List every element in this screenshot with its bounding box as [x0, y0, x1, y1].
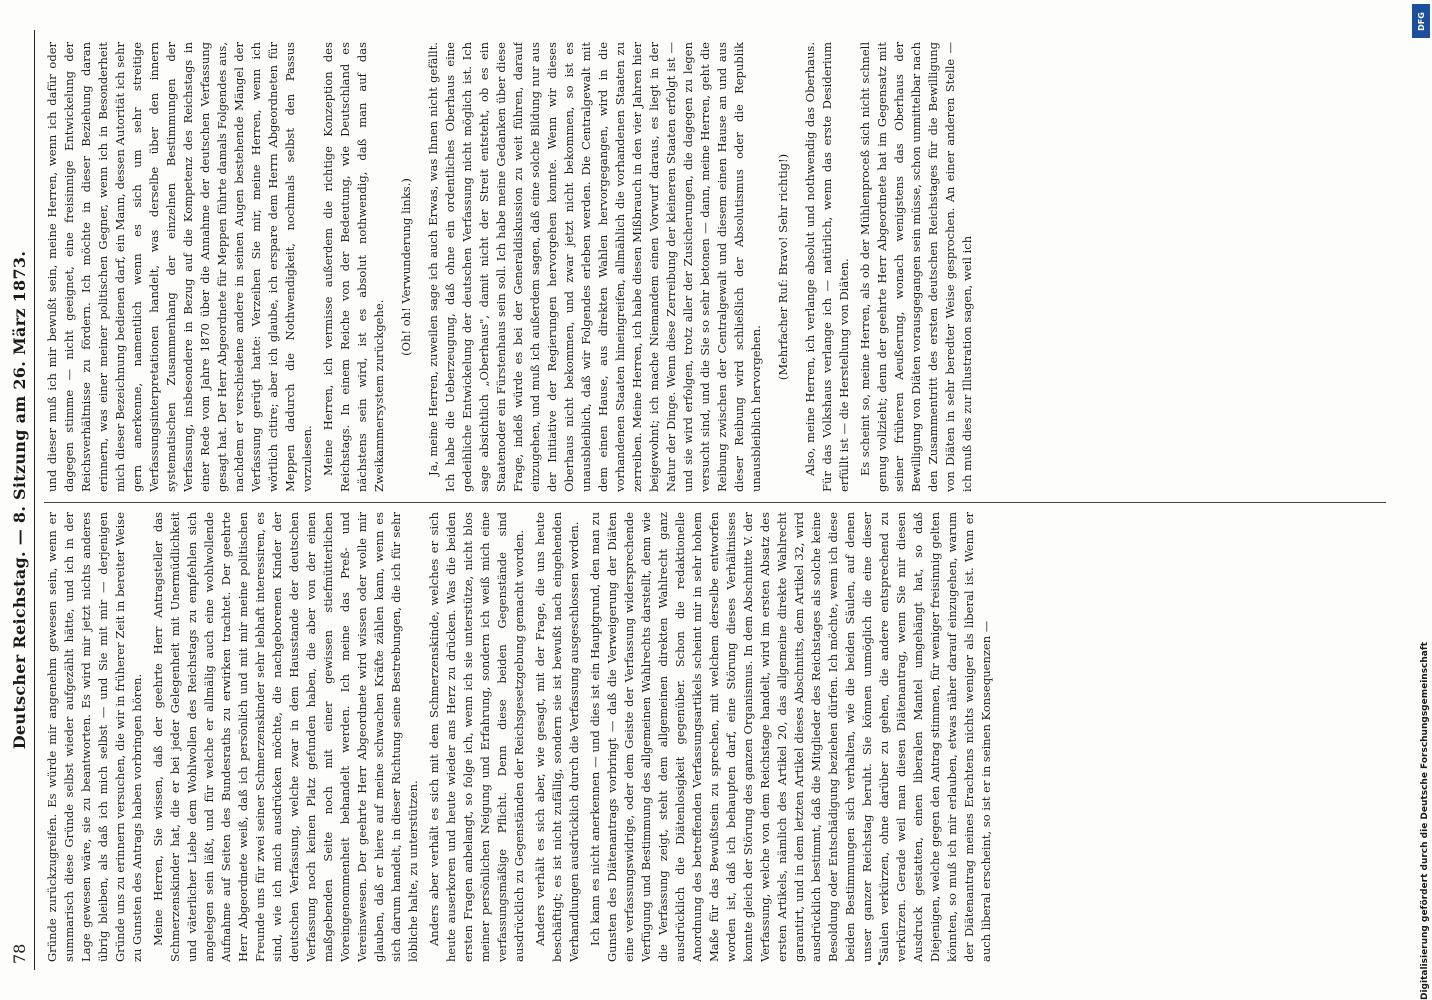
credit-text: Digitalisierung gefördert durch die Deutsche Forschungsgemeinschaft: [1420, 641, 1430, 1000]
page-number: 78: [10, 943, 29, 964]
paragraph: Anders aber verhält es sich mit dem Schmerzenskinde, welches er sich heute auserkoren und heute wieder ans Herz zu drücken. Was die beiden ersten Fragen anbelangt, so folge ich, wenn ich sie unterstütze, nicht blos meiner persönlichen Neigung und Erfahrung, sondern ich weiß mich eine verfassungsmäßige Pflicht. Denn diese beiden Gegenstände sind ausdrücklich zu Gegenständen der Reichsgesetzgebung gemacht worden.: [427, 512, 526, 962]
paragraph: Ich kann es nicht anerkennen — und dies ist ein Hauptgrund, den man zu Gunsten des Diätenantrags vorbringt — daß die Verweigerung der Diäten eine verfassungswidrige, oder dem Geiste der Verfassung widersprechende Verfügung und Bestimmung des allgemeinen Wahlrechts darstellt, denn wie die Verfassung zeigt, steht dem allgemeinen direkten Wahlrecht ganz ausdrücklich die Diätenlosigkeit gegenüber. Schon die redaktionelle Anordnung des betreffenden Verfassungsartikels scheint mir in sehr hohem Maße für das Bewußtsein zu sprechen, mit welchem derselbe entworfen worden ist, daß ich behaupten darf, eine Störung dieses Verhältnisses konnte gleich der Störung des ganzen Organismus. In dem Abschnitte V. der Verfassung, welche von dem Reichstage handelt, wird im ersten Absatz des ersten Artikels, nämlich des Artikel 20, das allgemeine direkte Wahlrecht garantirt, und in dem letzten Artikel dieses Abschnitts, dem Artikel 32, wird ausdrücklich bestimmt, daß die Mitglieder des Reichstages als solche keine Besoldung oder Entschädigung beziehen dürfen. Ich möchte, wenn ich diese beiden Bestimmungen sich verhalten, wie die beiden Säulen, auf denen unser ganzer Reichstag beruht. Sie können unmöglich die eine dieser Säulen verkürzen, ohne darüber zu gehen, die andere entsprechend zu verkürzen. Gerade weil man diesen Diätenantrag, wenn Sie mir diesen Ausdruck gestatten, einen liberalen Mantel umgehängt hat, so daß Diejenigen, welche gegen den Antrag stimmen, für weniger freisinnig gelten könnten, so muß ich mir erlauben, etwas näher darauf einzugehen, warum der Diätenantrag meines Erachtens nichts weniger als liberal ist. Wenn er auch liberal erscheint, so ist er in seinen Konsequenzen —: [588, 512, 993, 962]
paragraph: Es scheint so, meine Herren, als ob der Mühlenproceß sich nicht schnell genug vollzieht; denn der geehrte Herr Abgeordnete hat im Gegensatz mit seiner früheren Aeußerung, wonach wenigstens das Oberhaus der Bewilligung von Diäten vorausgegangen sein müsse, schon unmittelbar nach den Zusammentritt des ersten deutschen Reichstages für die Bewilligung von Diäten in sehr beredter Weise gesprochen. An einer anderen Stelle — ich muß dies zur Illustration sagen, weil ich: [858, 42, 974, 492]
right-column: [44, 42, 1386, 492]
interjection: (Oh! oh! Verwunderung links.): [399, 178, 413, 356]
left-column: [44, 512, 1386, 962]
paragraph: Meine Herren, ich vermisse außerdem die richtige Konzeption des Reichstags. In einem Reiche von der Bedeutung, wie Deutschland es nächstens sein wird, ist es absolut nothwendig, daß man auf das Zweikammersystem zurückgehe.: [321, 42, 386, 492]
paragraph: Gründe zurückzugreifen. Es würde mir angenehm gewesen sein, wenn er summarisch diese Gründe selbst wieder aufgezählt hätte, und ich in der Lage gewesen wäre, sie zu beantworten. Es wird mir jetzt nichts anderes übrig bleiben, als daß ich mich selbst — und Sie mit mir — derjenigen Gründe uns zu erinnern versuchen, die wir in früherer Zeit in bereiter Weise zu Gunsten des Antrags haben vorbringen hören.: [45, 512, 144, 962]
paragraph: Meine Herren, Sie wissen, daß der geehrte Herr Antragsteller das Schmerzenskinder hat, die er bei jeder Gelegenheit mit Unermüdlichkeit und väterlicher Liebe dem Wohlwollen des Reichstags zu empfehlen sich angelegen sein läßt, und für welche er allmälig auch eine wohlwollende Aufnahme auf Seiten des Bundesraths zu erwirken trachtet. Der geehrte Herr Abgeordnete weiß, daß ich persönlich und mit mir meine politischen Freunde uns für zwei seiner Schmerzenskinder sehr lebhaft interessiren, es sind, wie ich mich ausdrücken möchte, die nachgeborenen Kinder der deutschen Verfassung, welche zwar in dem Hausstande der deutschen Verfassung noch keinen Platz gefunden haben, die aber von der einen maßgebenden Seite noch mit einer gewissen stiefmütterlichen Voreingenommenheit behandelt werden. Ich meine das Preß- und Vereinswesen. Der geehrte Herr Abgeordnete wird wissen oder wolle mir glauben, daß er hiere auf meine schwachen Kräfte zählen kann, wenn es sich darum handelt, in dieser Richtung seine Bestrebungen, die ich für sehr löbliche halte, zu unterstützen.: [151, 512, 420, 962]
page-header: [8, 30, 35, 970]
scan-speck: [878, 962, 881, 965]
digitization-credit: [1418, 40, 1432, 1000]
paragraph: Also, meine Herren, ich verlange absolut und nothwendig das Oberhaus. Für das Volkshaus verlange ich — natürlich, wenn das erste Desiderium erfüllt ist — die Herstellung von Diäten.: [803, 42, 851, 492]
paragraph: Ja, meine Herren, zuweilen sage ich auch Erwas, was Ihnen nicht gefällt. Ich habe die Ueberzeugung, daß ohne ein ordentliches Oberhaus eine gedeihliche Entwickelung der deutschen Verfassung nicht möglich ist. Ich sage absichtlich „Oberhaus", damit nicht der Streit entsteht, ob es ein Staatenoder ein Fürstenhaus sein soll. Ich habe meine Gedanken über diese Frage, indeß würde es bei der Generaldiskussion zu weit führen, darauf einzugehen, und muß ich außerdem sagen, daß eine solche Bildung nur aus der Initiative der Regierungen hervorgehen konnte. Wenn wir dieses Oberhaus nicht bekommen, und zwar jetzt nicht bekommen, so ist es unausbleiblich, daß wir Folgendes erleben werden. Die Centralgewalt mit dem einen Hause, aus direkten Wahlen hervorgegangen, wird in die vorhandenen Staaten hineingreifen, allmählich die vorhandenen Staaten zu zerreiben. Meine Herren, ich habe diesen Mißbrauch in den vier Jahren hier beigewohnt; ich mache Niemandem einen Vorwurf daraus, es liegt in der Natur der Dinge. Wenn diese Zerreibung der kleineren Staaten erfolgt ist — und sie wird erfolgen, trotz aller der Zusicherungen, die dagegen zu legen versucht sind, und die Sie so sehr betonen — dann, meine Herren, geht die Reibung zwischen der Centralgewalt und diesem einen Hause an und aus dieser Reibung wird schließlich der Absolutismus oder die Republik unausbleiblich hervorgehen.: [426, 42, 763, 492]
page-title: Deutscher Reichstag. — 8. Sitzung am 26. März 1873.: [10, 250, 29, 750]
dfg-logo: DFG: [1412, 4, 1430, 38]
interjection: (Mehrfacher Ruf: Bravo! Sehr richtig!): [776, 153, 790, 381]
paragraph: und dieser muß ich mir bewußt sein, meine Herren, wenn ich dafür oder dagegen stimme — nicht geeignet, eine freisinnige Entwickelung der Reichsverhältnisse zu fördern. Ich möchte in dieser Beziehung daran erinnern, was einer meiner politischen Gegner, wenn ich in Besonderheit mich dieser Bezeichnung bedienen darf, ein Mann, dessen Autorität ich sehr gern anerkenne, namentlich wenn es sich um sehr streitige Verfassungsinterpretationen handelt, was derselbe über den innern systematischen Zusammenhang der einzelnen Bestimmungen der Verfassung, insbesondere in Bezug auf die Kompetenz des Reichstags in einer Rede vom Jahre 1870 über die Annahme der deutschen Verfassung gesagt hat. Der Herr Abgeordnete für Meppen führte damals Folgendes aus, nachdem er verschiedene andere in seinen Augen bestehende Mängel der Verfassung gerügt hatte: Verzeihen Sie mir, meine Herren, wenn ich wörtlich citire; aber ich glaube, ich erspare dem Herrn Abgeordneten für Meppen dadurch die Nothwendigkeit, nochmals selbst den Passus vorzulesen.: [45, 42, 314, 492]
paragraph: Anders verhält es sich aber, wie gesagt, mit der Frage, die uns heute beschäftigt; es ist nicht zufällig, sondern sie ist bewußt nach eingehenden Verhandlungen ausdrücklich durch die Verfassung ausgeschlossen worden.: [533, 512, 581, 962]
column-divider: [44, 502, 1386, 503]
